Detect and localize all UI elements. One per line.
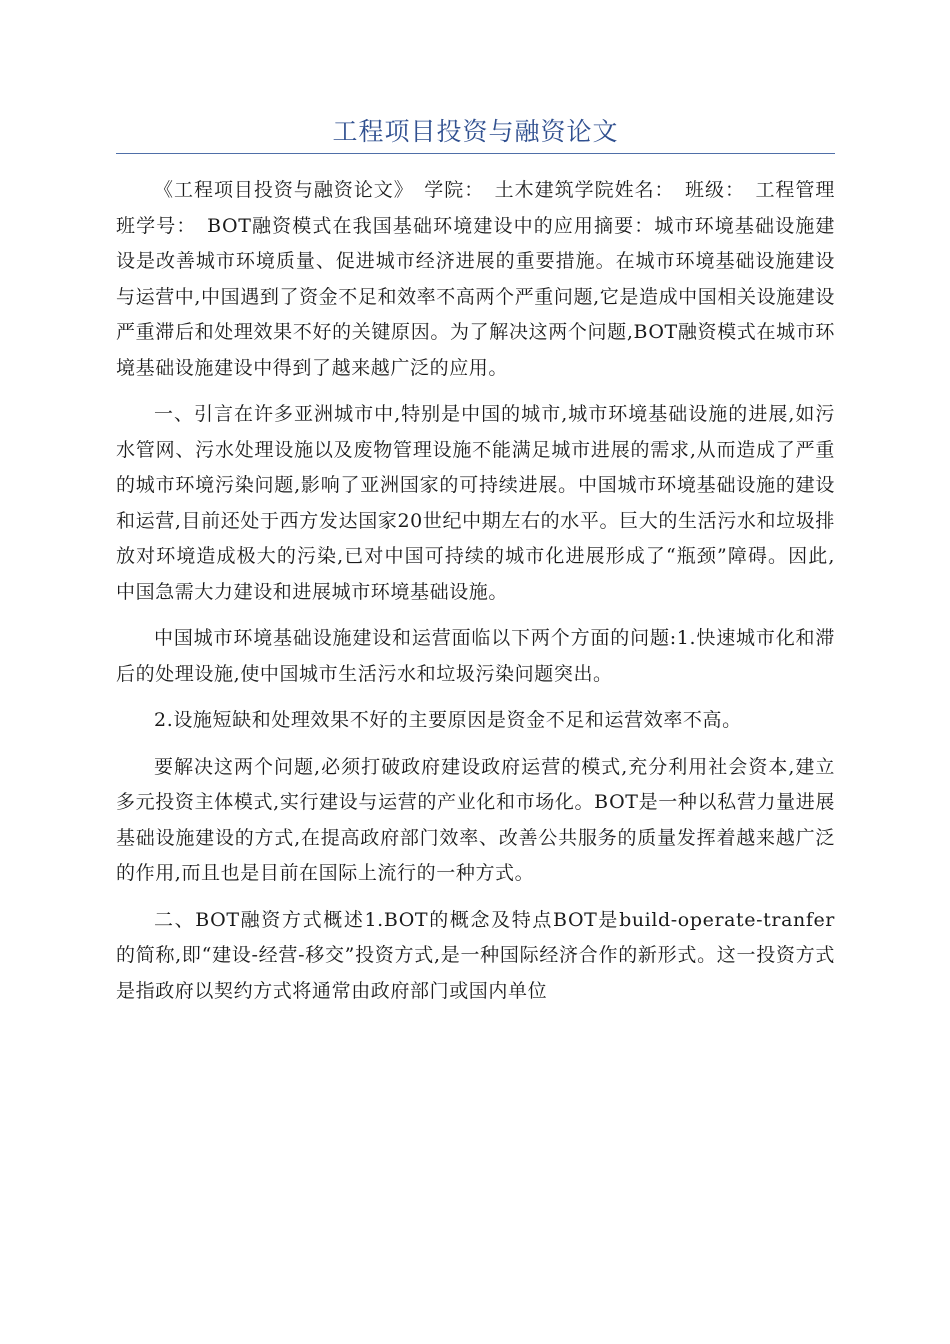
- paragraph-problem-2: 2.设施短缺和处理效果不好的主要原因是资金不足和运营效率不高。: [154, 709, 742, 731]
- paragraph-abstract: 《工程项目投资与融资论文》 学院： 土木建筑学院姓名： 班级： 工程管理班学号： BOT融资模式在我国基础环境建设中的应用摘要：城市环境基础设施建设是改善城市环境质量、促进城市经济进展的重要措施。在城市环境基础设施建设与运营中,中国遇到了资金不足和效率不高两个严重问题,它是造成中国相关设施建设严重滞后和处理效果不好的关键原因。为了解决这两个问题,BOT融资模式在城市环境基础设施建设中得到了越来越广泛的应用。: [116, 179, 835, 379]
- paragraph-introduction: 一、引言在许多亚洲城市中,特别是中国的城市,城市环境基础设施的进展,如污水管网、污水处理设施以及废物管理设施不能满足城市进展的需求,从而造成了严重的城市环境污染问题,影响了亚洲国家的可持续进展。中国城市环境基础设施的建设和运营,目前还处于西方发达国家20世纪中期左右的水平。巨大的生活污水和垃圾排放对环境造成极大的污染,已对中国可持续的城市化进展形成了“瓶颈”障碍。因此,中国急需大力建设和进展城市环境基础设施。: [116, 403, 835, 603]
- title-block: [116, 112, 835, 154]
- document-body: [116, 173, 835, 1020]
- title-underline: [116, 153, 835, 154]
- paragraph-problems: 中国城市环境基础设施建设和运营面临以下两个方面的问题:1.快速城市化和滞后的处理设施,使中国城市生活污水和垃圾污染问题突出。: [116, 627, 835, 685]
- document-title: 工程项目投资与融资论文: [332, 117, 619, 146]
- paragraph-bot-overview: 二、BOT融资方式概述1.BOT的概念及特点BOT是build-operate-tranfer的简称,即“建设-经营-移交”投资方式,是一种国际经济合作的新形式。这一投资方式是指政府以契约方式将通常由政府部门或国内单位: [116, 908, 835, 1002]
- paragraph-solution: 要解决这两个问题,必须打破政府建设政府运营的模式,充分利用社会资本,建立多元投资主体模式,实行建设与运营的产业化和市场化。BOT是一种以私营力量进展基础设施建设的方式,在提高政府部门效率、改善公共服务的质量发挥着越来越广泛的作用,而且也是目前在国际上流行的一种方式。: [116, 755, 835, 884]
